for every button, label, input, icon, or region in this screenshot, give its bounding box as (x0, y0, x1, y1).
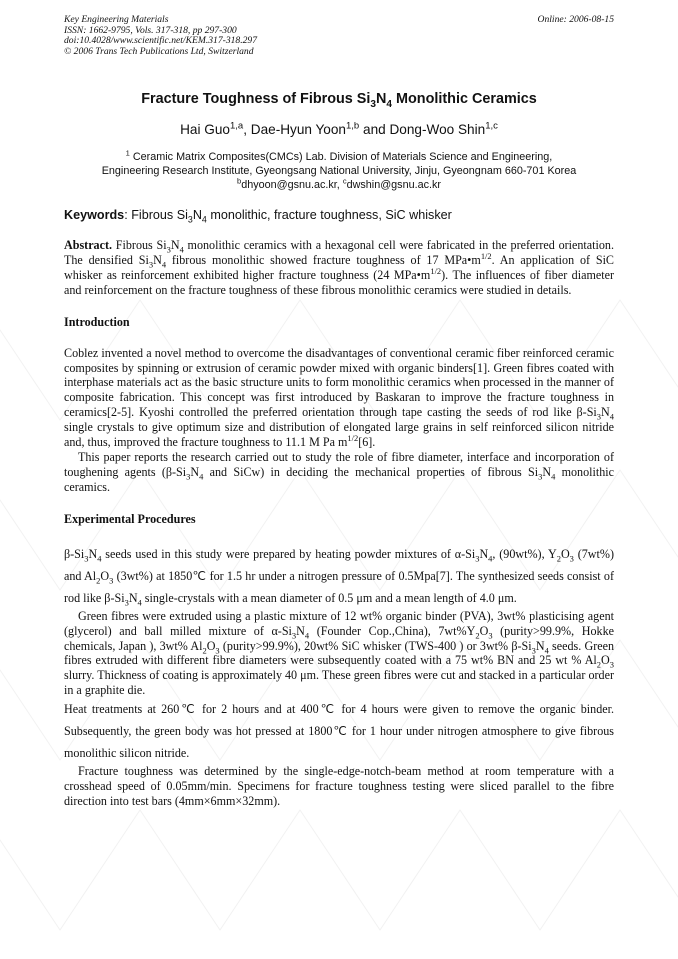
keywords: Keywords: Fibrous $Si_3N_4$ monolithic, fracture toughness, SiC whisker (64, 208, 452, 225)
paper-content (64, 15, 614, 809)
journal-header (64, 15, 614, 57)
affiliation (64, 150, 614, 192)
copyright-line: © 2006 Trans Tech Publications Ltd, Switzerland (64, 45, 254, 57)
experimental-heading: Experimental Procedures (64, 511, 196, 526)
journal-name: Key Engineering Materials (64, 14, 169, 25)
experimental-paragraph-3: Heat treatments at 260℃ for 2 hours and at 400℃ for 4 hours were given to remove the organic binder. Subsequently, the green body was hot pressed at 1800℃ for 1 hour under nitrogen atmosphere to give fibrous monolithic silicon nitride. (64, 702, 614, 761)
experimental-paragraph-4: Fracture toughness was determined by the single-edge-notch-beam method at room temperature with a crosshead speed of 0.05mm/min. Specimens for fracture toughness testing were sliced parallel to the fibre direction into test bars (4mm×6mm×32mm). (64, 764, 614, 808)
affiliation-line-1: $^1$ Ceramic Matrix Composites(CMCs) Lab. Division of Materials Science and Engineering, (125, 148, 553, 163)
introduction-paragraph-1: Coblez invented a novel method to overcome the disadvantages of conventional ceramic fiber reinforced ceramic composites by spinning or extrusion of ceramic powder mixed with organic binders[1]. Green fibres coated with interphase materials act as the basic structure units to form monolithic ceramics when processed in the manner of composite fabrication. This concept was first introduced by Baskaran to improve the fracture toughness in ceramics[2-5]. Kyoshi controlled the preferred orientation through tape casting the seeds of rod like $\beta-Si_3N_4$ single crystals to give optimum size and distribution of elongated large grains in self reinforced silicon nitride and, thus, improved the fracture toughness to 11.1 M Pa $m^{1/2}[6]$. (64, 345, 614, 450)
doi-line: doi:10.4028/www.scientific.net/KEM.317-318.297 (64, 35, 258, 46)
affiliation-line-2: Engineering Research Institute, Gyeongsang National University, Jinju, Gyeongnam 660-701 Korea (101, 165, 577, 177)
experimental-paragraph-2: Green fibres were extruded using a plastic mixture of 12 wt% organic binder (PVA), 3wt% plasticising agent (glycerol) and ball milled mixture of $\alpha-Si_3N_4$ (Founder Cop.,China), $7wt\%Y_2O_3$ (purity>99.9%, Hokke chemicals, Japan ), 3wt% $Al_2O_3$ (purity>99.9%), 20wt% SiC whisker (TWS-400 ) or 3wt% $\beta-Si_3N_4$ seeds. Green fibres extruded with different fibre diameters were subsequently coated with a 75 wt% BN and 25 wt % $Al_2O_3$ slurry. Thickness of coating is approximately 40 μm. These green fibres were cut and stacked in a particular order in a graphite die. (64, 608, 614, 698)
experimental-paragraph-1: $\beta-Si_3N_4$ seeds used in this study were prepared by heating powder mixtures of $\alpha-Si_3N_4$, (90wt%), $Y_2O_3$ (7wt%) and $Al_2O_3$ (3wt%) at 1850℃ for 1.5 hr under a nitrogen pressure of 0.5Mpa[7]. The synthesized seeds consist of rod like $\beta-Si_3N_4$ single-crystals with a mean diameter of 0.5 μm and a mean length of 4.0 μm. (64, 546, 614, 608)
authors: Hai Guo$^{1,a}$, Dae-Hyun Yoon$^{1,b}$ and Dong-Woo Shin$^{1,c}$ (180, 120, 498, 137)
affiliation-emails: $^b$dhyoon@gsnu.ac.kr, $^c$dwshin@gsnu.ac.kr (237, 176, 441, 191)
introduction-heading: Introduction (64, 314, 130, 329)
issn-line: ISSN: 1662-9795, Vols. 317-318, pp 297-300 (64, 24, 237, 36)
keywords-label: Keywords (64, 208, 125, 222)
paper-title: Fracture Toughness of Fibrous $Si_3N_4$ Monolithic Ceramics (141, 91, 537, 110)
introduction-paragraph-2: This paper reports the research carried out to study the role of fibre diameter, interface and incorporation of toughening agents ($\beta-Si_3N_4$ and SiCw) in deciding the mechanical properties of fibrous $Si_3N_4$ monolithic ceramics. (64, 449, 614, 494)
abstract-label: Abstract. (64, 238, 113, 252)
abstract: Abstract. Fibrous $Si_3N_4$ monolithic ceramics with a hexagonal cell were fabricated in the preferred orientation. The densified $Si_3N_4$ fibrous monolithic showed fracture toughness of 17 $MPa•m^{1/2}$. An application of SiC whisker as reinforcement exhibited higher fracture toughness (24 $MPa•m^{1/2}$). The influences of fiber diameter and reinforcement on the fracture toughness of these fibrous monolithic ceramics were studied in details. (64, 238, 614, 297)
online-date: Online: 2006-08-15 (537, 14, 614, 25)
